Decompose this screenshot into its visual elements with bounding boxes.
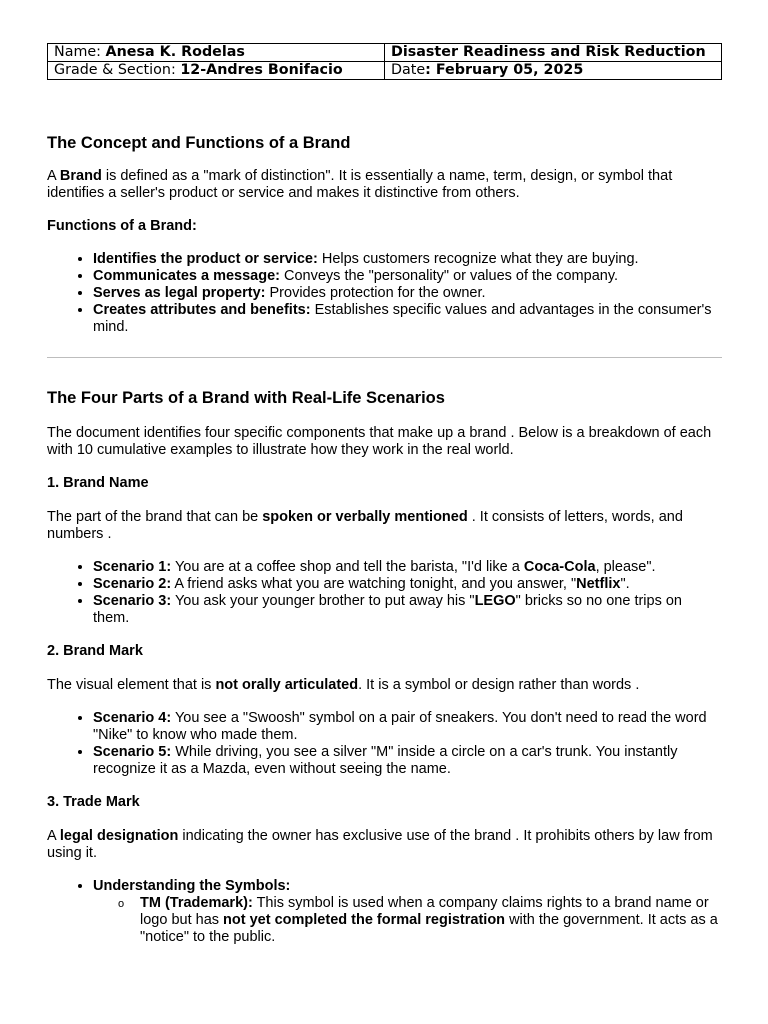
student-info-table [47, 43, 722, 80]
section-title-concept: The Concept and Functions of a Brand [47, 134, 351, 152]
list-item: • Scenario 1: You are at a coffee shop and tell the barista, "I'd like a Coca-Cola, please". [93, 559, 722, 576]
list-item: • Scenario 2: A friend asks what you are watching tonight, and you answer, "Netflix". [93, 576, 722, 593]
brand-mark-scenarios [47, 710, 722, 778]
list-item: • Identifies the product or service: Helps customers recognize what they are buying. [93, 251, 722, 268]
list-item: • Scenario 3: You ask your younger brother to put away his "LEGO" bricks so no one trips on them. [93, 593, 722, 627]
date-value: : February 05, 2025 [425, 62, 584, 78]
grade-cell [48, 62, 385, 80]
name-cell [48, 44, 385, 62]
document-page [47, 43, 722, 945]
trade-mark-description: A legal designation indicating the owner has exclusive use of the brand . It prohibits others by law from using it. [47, 828, 713, 861]
date-label: Date [391, 62, 426, 78]
list-item: • Serves as legal property: Provides protection for the owner. [93, 285, 722, 302]
functions-list [47, 251, 722, 336]
subject-cell: Disaster Readiness and Risk Reduction [385, 44, 722, 62]
four-parts-intro: The document identifies four specific components that make up a brand . Below is a breakdown of each with 10 cumulative examples to illustrate how they work in the real world. [47, 425, 712, 458]
functions-heading: Functions of a Brand: [47, 218, 197, 234]
date-cell [385, 62, 722, 80]
brand-name-heading: 1. Brand Name [47, 475, 149, 491]
section-divider [47, 357, 722, 358]
section-title-four-parts: The Four Parts of a Brand with Real-Life Scenarios [47, 389, 445, 407]
list-item: • Scenario 5: While driving, you see a silver "M" inside a circle on a car's trunk. You instantly recognize it as a Mazda, even without seeing the name. [93, 744, 722, 778]
trade-mark-heading: 3. Trade Mark [47, 794, 140, 810]
section-four-parts [47, 388, 722, 946]
brand-mark-heading: 2. Brand Mark [47, 643, 143, 659]
brand-name-scenarios [47, 559, 722, 627]
grade-section: 12-Andres Bonifacio [180, 62, 343, 78]
student-name: Anesa K. Rodelas [105, 44, 245, 60]
grade-label: Grade & Section: [54, 62, 181, 78]
name-label: Name: [54, 44, 106, 60]
trade-mark-list [47, 878, 722, 946]
section-concept [47, 133, 722, 336]
brand-mark-description: The visual element that is not orally articulated. It is a symbol or design rather than words . [47, 677, 640, 693]
list-item: • Creates attributes and benefits: Establishes specific values and advantages in the consumer's mind. [93, 302, 722, 336]
symbols-sublist [93, 895, 722, 946]
brand-name-description: The part of the brand that can be spoken or verbally mentioned . It consists of letters, words, and numbers . [47, 509, 683, 542]
list-item: • Scenario 4: You see a "Swoosh" symbol on a pair of sneakers. You don't need to read the word "Nike" to know who made them. [93, 710, 722, 744]
list-item: • Communicates a message: Conveys the "personality" or values of the company. [93, 268, 722, 285]
brand-definition: A Brand is defined as a "mark of distinction". It is essentially a name, term, design, or symbol that identifies a seller's product or service and makes it distinctive from others. [47, 168, 673, 201]
list-item: • Understanding the Symbols: o TM (Trademark): This symbol is used when a company claims rights to a brand name or logo but has not yet completed the formal registration with the government. It acts as a "notice" to the public. [93, 878, 722, 946]
list-item: o TM (Trademark): This symbol is used when a company claims rights to a brand name or logo but has not yet completed the formal registration with the government. It acts as a "notice" to the public. [140, 895, 722, 946]
